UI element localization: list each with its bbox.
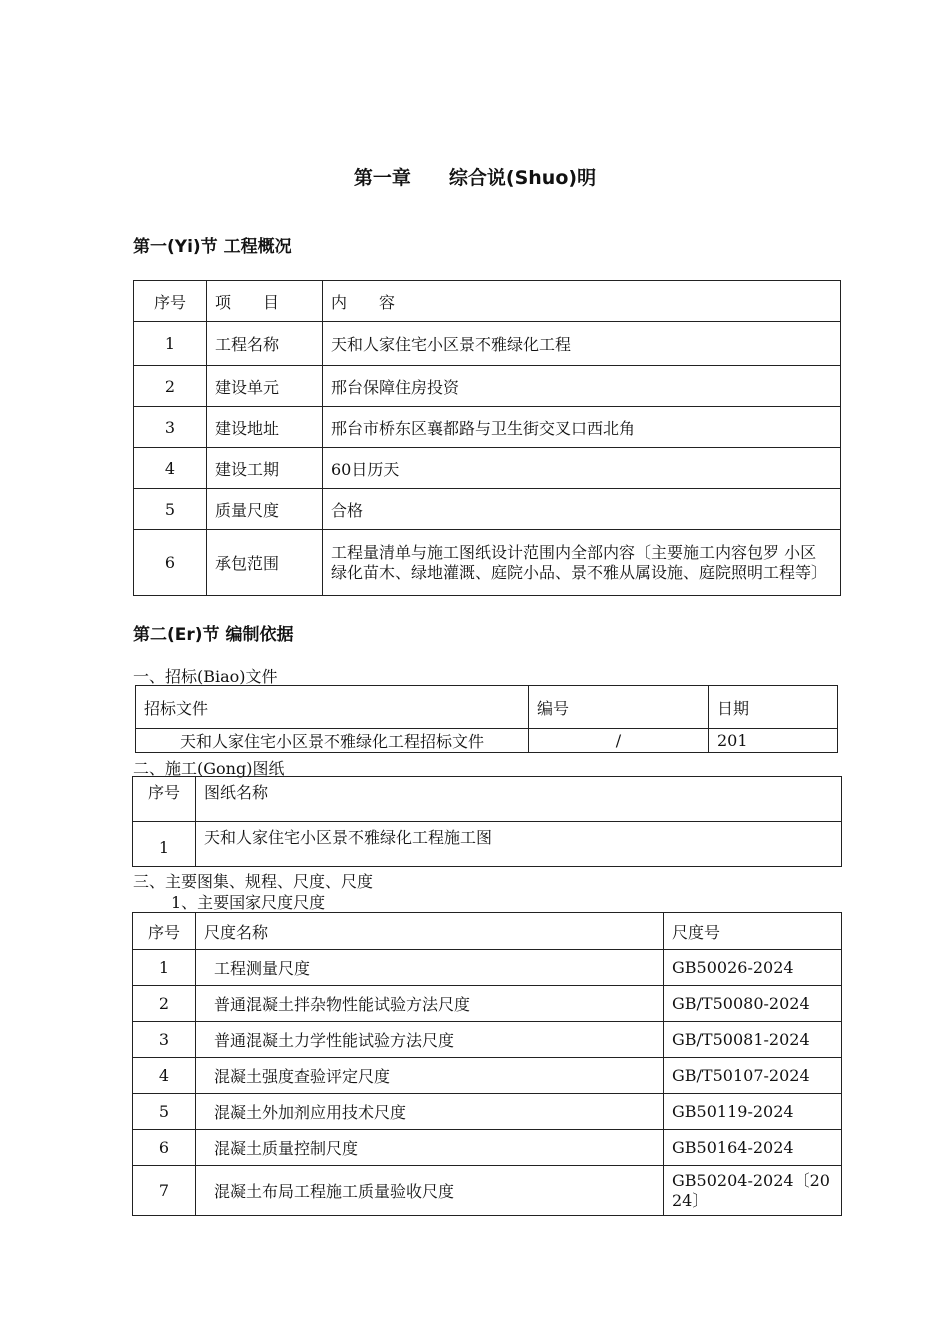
standard-code: GB50026-2024	[664, 950, 842, 986]
drawings-heading: 二、施工(Gong)图纸	[133, 759, 285, 778]
row-number: 7	[133, 1166, 196, 1216]
table-row	[133, 822, 842, 867]
tender-file-date: 201	[709, 729, 838, 753]
table-row	[133, 1166, 842, 1216]
item-name: 建设工期	[207, 448, 323, 489]
drawing-name: 天和人家住宅小区景不雅绿化工程施工图	[196, 822, 842, 867]
standard-name: 混凝土布局工程施工质量验收尺度	[196, 1166, 664, 1216]
row-number: 1	[133, 950, 196, 986]
row-number: 2	[133, 986, 196, 1022]
row-number: 4	[133, 1058, 196, 1094]
table-row	[133, 1094, 842, 1130]
standard-name: 普通混凝土拌杂物性能试验方法尺度	[196, 986, 664, 1022]
section-1-title: 第一(Yi)节 工程概况	[133, 237, 292, 257]
item-name: 建设单元	[207, 366, 323, 407]
table-header-row	[134, 281, 841, 322]
header-cell: 序号	[134, 281, 207, 322]
row-number: 3	[134, 407, 207, 448]
standard-name: 混凝土质量控制尺度	[196, 1130, 664, 1166]
header-cell: 序号	[133, 777, 196, 822]
item-name: 建设地址	[207, 407, 323, 448]
standard-name: 混凝土外加剂应用技术尺度	[196, 1094, 664, 1130]
table-row	[134, 448, 841, 489]
standards-table	[132, 912, 842, 1216]
standard-code: GB/T50107-2024	[664, 1058, 842, 1094]
standard-name: 工程测量尺度	[196, 950, 664, 986]
standard-code: GB/T50081-2024	[664, 1022, 842, 1058]
table-row	[134, 489, 841, 530]
table-row	[133, 986, 842, 1022]
header-cell: 编号	[529, 686, 709, 729]
tender-docs-heading: 一、招标(Biao)文件	[133, 667, 278, 686]
item-content: 天和人家住宅小区景不雅绿化工程	[323, 322, 841, 366]
row-number: 6	[133, 1130, 196, 1166]
table-header-row	[133, 913, 842, 950]
section-2-title: 第二(Er)节 编制依据	[133, 625, 294, 645]
header-cell: 项 目	[207, 281, 323, 322]
item-name: 质量尺度	[207, 489, 323, 530]
row-number: 5	[134, 489, 207, 530]
tender-file-name: 天和人家住宅小区景不雅绿化工程招标文件	[136, 729, 529, 753]
item-content: 邢台保障住房投资	[323, 366, 841, 407]
tender-docs-table	[135, 685, 838, 753]
row-number: 1	[133, 822, 196, 867]
table-row	[134, 322, 841, 366]
row-number: 3	[133, 1022, 196, 1058]
header-cell: 日期	[709, 686, 838, 729]
standard-code: GB50119-2024	[664, 1094, 842, 1130]
standards-subheading: 1、主要国家尺度尺度	[171, 893, 326, 912]
standard-code: GB50204-2024〔2024〕	[664, 1166, 842, 1216]
header-cell: 图纸名称	[196, 777, 842, 822]
table-row	[134, 530, 841, 596]
header-cell: 尺度名称	[196, 913, 664, 950]
standards-heading: 三、主要图集、规程、尺度、尺度	[133, 872, 374, 891]
table-row	[134, 366, 841, 407]
standard-name: 混凝土强度查验评定尺度	[196, 1058, 664, 1094]
table-row	[133, 950, 842, 986]
row-number: 5	[133, 1094, 196, 1130]
item-name: 工程名称	[207, 322, 323, 366]
header-cell: 尺度号	[664, 913, 842, 950]
item-content: 合格	[323, 489, 841, 530]
row-number: 1	[134, 322, 207, 366]
header-cell: 招标文件	[136, 686, 529, 729]
table-row	[134, 407, 841, 448]
drawings-table	[132, 776, 842, 867]
table-row	[133, 1022, 842, 1058]
row-number: 6	[134, 530, 207, 596]
standard-name: 普通混凝土力学性能试验方法尺度	[196, 1022, 664, 1058]
row-number: 4	[134, 448, 207, 489]
table-row	[133, 1058, 842, 1094]
item-name: 承包范围	[207, 530, 323, 596]
table-header-row	[133, 777, 842, 822]
standard-code: GB50164-2024	[664, 1130, 842, 1166]
table-row	[133, 1130, 842, 1166]
header-cell: 内 容	[323, 281, 841, 322]
chapter-title: 第一章 综合说(Shuo)明	[353, 167, 597, 189]
tender-file-code: /	[529, 729, 709, 753]
item-content: 邢台市桥东区襄都路与卫生街交叉口西北角	[323, 407, 841, 448]
row-number: 2	[134, 366, 207, 407]
item-content: 60日历天	[323, 448, 841, 489]
table-row	[136, 729, 838, 753]
standard-code: GB/T50080-2024	[664, 986, 842, 1022]
item-content: 工程量清单与施工图纸设计范围内全部内容〔主要施工内容包罗 小区绿化苗木、绿地灌溉、庭院小品、景不雅从属设施、庭院照明工程等〕	[323, 530, 841, 596]
table-header-row	[136, 686, 838, 729]
project-overview-table	[133, 280, 841, 596]
header-cell: 序号	[133, 913, 196, 950]
